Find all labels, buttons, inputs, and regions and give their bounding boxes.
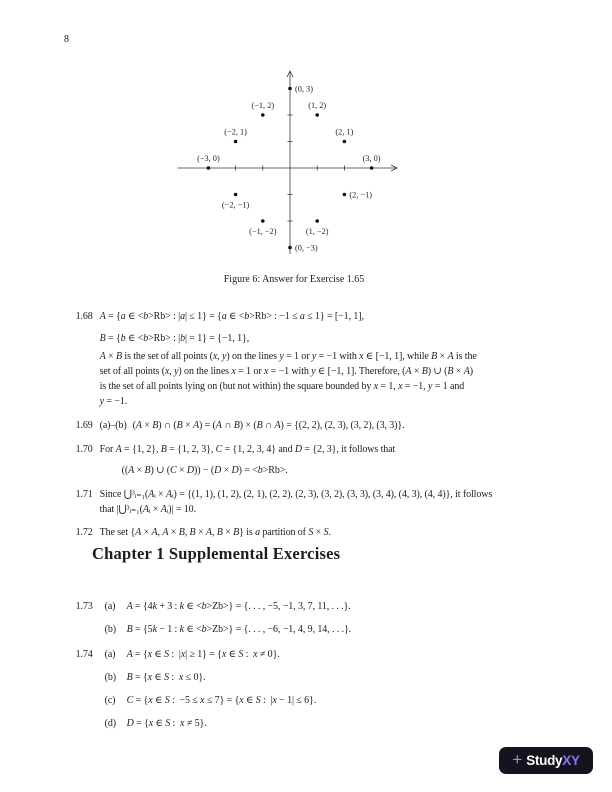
data-point bbox=[370, 166, 374, 170]
data-point bbox=[234, 140, 238, 144]
item-tag: (b) bbox=[104, 624, 116, 635]
logo-text-xy: XY bbox=[562, 753, 580, 768]
math-text: For A = {1, 2}, B = {1, 2, 3}, C = {1, 2, 3, 4} and D = {2, 3}, it follows that bbox=[99, 444, 396, 455]
math-text: C = {x ∈ S : −5 ≤ x ≤ 7} = {x ∈ S : |x − 1| ≤ 6}. bbox=[126, 695, 317, 706]
data-point bbox=[261, 219, 265, 223]
data-point bbox=[288, 87, 292, 91]
math-text: B = {b ∈ <b>Rb> : |b| = 1} = {−1, 1}, bbox=[99, 333, 250, 344]
math-text: ((A × B) ∪ (C × D)) − (D × D) = <b>Rb>. bbox=[121, 465, 288, 476]
math-text: D = {x ∈ S : x ≠ 5}. bbox=[126, 718, 207, 729]
item-tag: (a) bbox=[104, 601, 116, 612]
math-text: A = {4k + 3 : k ∈ <b>Zb>} = {. . . , −5, −1, 3, 7, 11, . . .}. bbox=[126, 601, 351, 612]
item-tag: (b) bbox=[104, 672, 116, 683]
data-point bbox=[261, 113, 265, 117]
math-text: A = {a ∈ <b>Rb> : |a| ≤ 1} = {a ∈ <b>Rb> : −1 ≤ a ≤ 1} = [−1, 1], bbox=[99, 311, 364, 322]
y-axis bbox=[287, 71, 293, 254]
math-text: A × B is the set of all points (x, y) on the lines y = 1 or y = −1 with x ∈ [−1, 1], while B × A is the bbox=[99, 351, 477, 362]
data-point bbox=[315, 219, 319, 223]
math-text: B = {x ∈ S : x ≤ 0}. bbox=[126, 672, 206, 683]
page-number: 8 bbox=[64, 34, 69, 45]
data-point bbox=[343, 140, 347, 144]
point-label: (−1, −2) bbox=[249, 227, 277, 236]
math-text: that |⋃³ᵢ₌₁(Aᵢ × Aᵢ)| = 10. bbox=[99, 504, 196, 515]
figure-plot bbox=[170, 60, 410, 270]
studyxy-logo-badge bbox=[499, 747, 593, 774]
point-label: (1, −2) bbox=[305, 227, 329, 236]
point-label: (−1, 2) bbox=[251, 101, 275, 110]
data-point bbox=[343, 193, 347, 197]
point-label: (−2, −1) bbox=[221, 200, 250, 210]
point-label: (3, 0) bbox=[362, 154, 381, 163]
item-tag: (d) bbox=[104, 718, 116, 729]
point-label: (−3, 0) bbox=[197, 154, 220, 163]
data-point bbox=[288, 246, 292, 250]
figure-caption: Figure 6: Answer for Exercise 1.65 bbox=[223, 274, 365, 285]
logo-text-study: Study bbox=[526, 753, 563, 768]
math-text: A = {x ∈ S : |x| ≥ 1} = {x ∈ S : x ≠ 0}. bbox=[126, 649, 280, 660]
math-text: is the set of all points lying on (but not within) the square bounded by x = 1, x = −1, y = 1 and bbox=[99, 381, 465, 392]
point-label: (2, −1) bbox=[349, 190, 373, 200]
plus-icon: + bbox=[512, 750, 523, 769]
math-text: set of all points (x, y) on the lines x = 1 or x = −1 with y ∈ [−1, 1]. Therefore, (A × B) ∪ (B × A) bbox=[99, 366, 473, 377]
data-point bbox=[207, 166, 211, 170]
point-label: (0, −3) bbox=[295, 243, 318, 253]
data-point bbox=[234, 193, 238, 197]
point-label: (−2, 1) bbox=[224, 127, 247, 137]
exercise-number: 1.72 bbox=[75, 527, 93, 538]
item-tag: (c) bbox=[104, 695, 116, 706]
math-text: Since ⋃³ᵢ₌₁(Aᵢ × Aᵢ) = {(1, 1), (1, 2), (2, 1), (2, 2), (2, 3), (3, 2), (3, 3), (3, 4), (4, 3), (4, 4)}, it follows bbox=[99, 489, 493, 500]
item-tag: (a)–(b) bbox=[99, 420, 127, 431]
item-tag: (a) bbox=[104, 649, 116, 660]
math-text: y = −1. bbox=[99, 396, 128, 407]
exercise-number: 1.69 bbox=[75, 420, 93, 431]
point-label: (0, 3) bbox=[295, 84, 313, 94]
math-text: B = {5k − 1 : k ∈ <b>Zb>} = {. . . , −6, −1, 4, 9, 14, . . .}. bbox=[126, 624, 352, 635]
exercise-1-74-item-d bbox=[95, 706, 207, 742]
math-text: (A × B) ∩ (B × A) = (A ∩ B) × (B ∩ A) = {(2, 2), (2, 3), (3, 2), (3, 3)}. bbox=[132, 420, 405, 431]
exercise-number: 1.71 bbox=[75, 489, 93, 500]
exercise-1-68-para-3 bbox=[90, 369, 464, 405]
data-point bbox=[315, 113, 319, 117]
math-text: The set {A × A, A × B, B × A, B × B} is a partition of S × S. bbox=[99, 527, 331, 538]
exercise-number: 1.70 bbox=[75, 444, 93, 455]
point-label: (1, 2) bbox=[308, 101, 327, 110]
exercise-number: 1.68 bbox=[75, 311, 93, 322]
exercise-number: 1.73 bbox=[75, 601, 93, 612]
section-heading: Chapter 1 Supplemental Exercises bbox=[92, 544, 341, 563]
x-axis bbox=[178, 165, 397, 171]
exercise-number: 1.74 bbox=[75, 649, 93, 660]
point-label: (2, 1) bbox=[335, 127, 354, 137]
